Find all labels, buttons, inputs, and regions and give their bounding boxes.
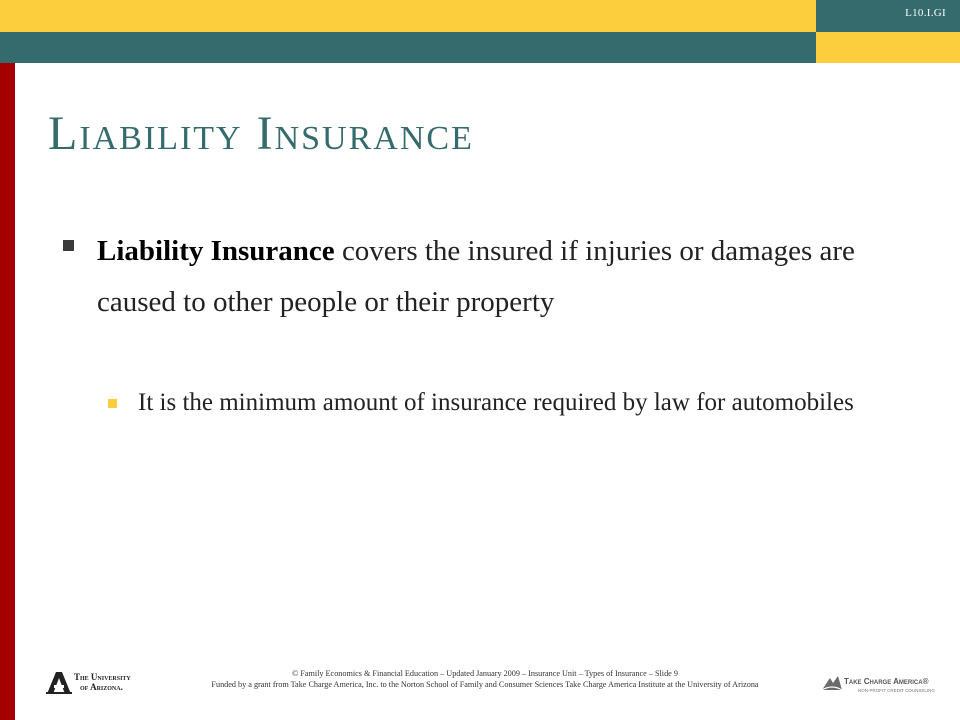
- header-band-teal: [0, 32, 816, 63]
- take-charge-swoosh-icon: [820, 674, 844, 692]
- corner-block-yellow: [816, 32, 960, 63]
- bullet-definition: covers the insured if injuries or damages are caused to other people or their property: [97, 235, 855, 318]
- square-bullet-icon: [63, 240, 74, 251]
- square-bullet-icon: [108, 399, 117, 408]
- footer-credits: [150, 668, 820, 690]
- main-bullet-text: [97, 226, 863, 328]
- take-charge-america-logo: [820, 672, 948, 698]
- university-of-arizona-logo: [46, 671, 146, 695]
- main-bullet: [63, 226, 863, 328]
- footer-copyright: © Family Economics & Financial Education – Updated January 2009 – Insurance Unit – Types of Insurance – Slide 9: [292, 669, 678, 678]
- footer-funding: Funded by a grant from Take Charge America, Inc. to the Norton School of Family and Consumer Sciences Take Charge America Institute at the University of Arizona: [211, 680, 759, 689]
- corner-block-teal: [816, 0, 960, 32]
- sub-bullet: [108, 383, 898, 422]
- slide-code: L10.I.GI: [905, 7, 946, 19]
- bullet-term: Liability Insurance: [97, 235, 335, 267]
- university-of-arizona-wordmark: The University of Arizona.: [74, 672, 131, 692]
- slide-title: Liability Insurance: [48, 107, 474, 160]
- take-charge-wordmark: Take Charge America®: [844, 677, 929, 686]
- take-charge-tagline: NON-PROFIT CREDIT COUNSELING: [858, 688, 935, 693]
- header-band-yellow: [0, 0, 816, 32]
- left-accent-bar: [0, 63, 15, 720]
- arizona-a-icon: [46, 671, 72, 695]
- sub-bullet-text: It is the minimum amount of insurance required by law for automobiles: [138, 389, 854, 416]
